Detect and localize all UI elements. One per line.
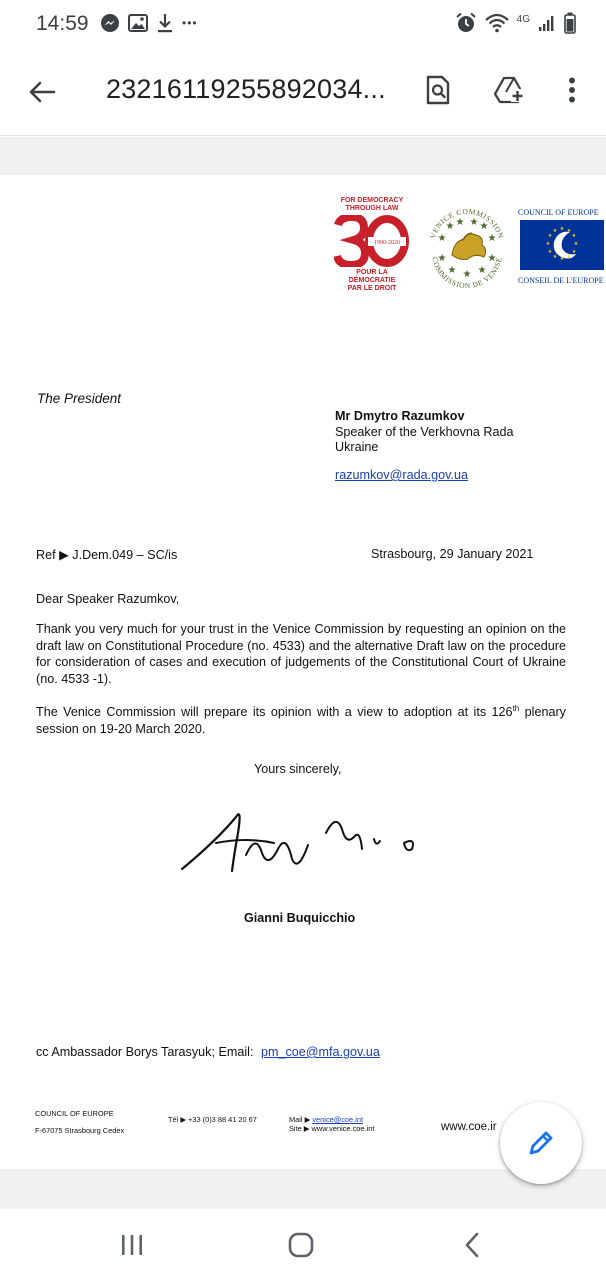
- more-options-button[interactable]: [552, 70, 592, 110]
- svg-text:★: ★: [566, 254, 572, 260]
- back-icon: [464, 1232, 480, 1258]
- footer-org: COUNCIL OF EUROPE: [35, 1109, 114, 1118]
- document-viewer[interactable]: [0, 137, 606, 1209]
- status-time: 14:59: [36, 12, 89, 35]
- back-arrow-icon: [28, 80, 56, 104]
- signal-icon: [538, 14, 556, 32]
- recipient-email-link[interactable]: razumkov@rada.gov.ua: [335, 468, 468, 482]
- file-name-title: 23216119255892034...: [106, 74, 386, 104]
- anniversary-bottom-line1: POUR LA DÉMOCRATIE: [348, 269, 396, 284]
- app-bar: [0, 48, 606, 136]
- salutation: Dear Speaker Razumkov,: [36, 592, 180, 606]
- recipient-country: Ukraine: [335, 440, 379, 454]
- svg-text:★: ★: [447, 265, 457, 276]
- signature-image: [176, 793, 436, 893]
- venice-commission-logo: [422, 197, 512, 297]
- body-paragraph-2: [36, 701, 566, 737]
- svg-text:★: ★: [469, 217, 479, 228]
- place-and-date: Strasbourg, 29 January 2021: [371, 547, 534, 561]
- add-to-drive-icon: [494, 76, 526, 104]
- svg-text:★: ★: [437, 253, 447, 264]
- home-icon: [288, 1232, 314, 1258]
- cc-text: cc Ambassador Borys Tarasyuk; Email:: [36, 1045, 254, 1059]
- system-navigation-bar: [0, 1209, 606, 1280]
- paragraph-2-text-end: plenary session on 19-20 March 2020.: [36, 705, 566, 736]
- svg-text:★: ★: [547, 249, 553, 255]
- svg-text:★: ★: [545, 241, 551, 247]
- cc-line: [36, 1045, 380, 1059]
- more-notifications-icon: •••: [182, 16, 198, 30]
- svg-text:★: ★: [566, 228, 572, 234]
- anniversary-30-icon: [334, 215, 410, 267]
- home-button[interactable]: [281, 1227, 321, 1263]
- footer-mail: [289, 1115, 363, 1124]
- footer-website: www.coe.ir: [441, 1121, 497, 1133]
- svg-text:★: ★: [487, 233, 497, 244]
- download-icon: [156, 13, 174, 33]
- find-in-document-button[interactable]: [418, 70, 458, 110]
- svg-text:★: ★: [547, 233, 553, 239]
- recent-apps-button[interactable]: [112, 1227, 152, 1263]
- footer-mail-link[interactable]: venice@coe.int: [312, 1115, 364, 1124]
- alarm-icon: [455, 12, 477, 34]
- svg-text:★: ★: [437, 233, 447, 244]
- anniversary-top-line1: FOR DEMOCRACY: [340, 197, 404, 204]
- gallery-icon: [128, 14, 148, 32]
- wifi-icon: [485, 13, 509, 33]
- svg-text:★: ★: [571, 233, 577, 239]
- recent-apps-icon: [120, 1234, 144, 1256]
- body-paragraph-1: Thank you very much for your trust in the Venice Commission by requesting an opinion on the draft law on Constitutional Procedure (no. 4533) and the alternative Draft law on the procedure for consideration of cases and execution of judgements of the Constitutional Court of Ukraine (no. 4533 -1).: [36, 622, 566, 686]
- sender-title: The President: [37, 391, 122, 406]
- reference-number: Ref ▶ J.Dem.049 – SC/is: [36, 548, 178, 562]
- coe-flag-icon: [518, 220, 606, 270]
- svg-text:★: ★: [552, 228, 558, 234]
- svg-text:★: ★: [477, 265, 487, 276]
- footer-mail-label: Mail ▶: [289, 1115, 311, 1124]
- pdf-page: [0, 175, 606, 1169]
- signatory-name: Gianni Buquicchio: [244, 911, 356, 925]
- svg-text:★: ★: [552, 254, 558, 260]
- svg-text:★: ★: [559, 256, 565, 262]
- venice-top-text: VENICE COMMISSION: [428, 206, 506, 240]
- recipient-name: Mr Dmytro Razumkov: [335, 409, 465, 423]
- back-nav-button[interactable]: [452, 1227, 492, 1263]
- paragraph-2-text-start: The Venice Commission will prepare its opinion with a view to adoption at its 126: [36, 705, 513, 720]
- coe-top-text: COUNCIL OF EUROPE: [518, 208, 599, 217]
- svg-text:★: ★: [487, 253, 497, 264]
- svg-text:★: ★: [445, 221, 455, 232]
- svg-text:★: ★: [571, 249, 577, 255]
- messenger-icon: [100, 13, 120, 33]
- svg-text:★: ★: [573, 241, 579, 247]
- system-icons: [455, 10, 576, 36]
- battery-icon: [564, 12, 576, 34]
- recipient-role: Speaker of the Verkhovna Rada: [335, 425, 514, 439]
- status-bar: [0, 0, 606, 48]
- edit-fab-button[interactable]: [500, 1102, 582, 1184]
- svg-text:★: ★: [559, 226, 565, 232]
- add-to-drive-button[interactable]: [490, 70, 530, 110]
- notification-icons: [100, 12, 198, 34]
- footer-address: F-67075 Strasbourg Cedex: [35, 1126, 125, 1135]
- footer-tel: Tél ▶ +33 (0)3 88 41 20 67: [168, 1115, 257, 1124]
- back-button[interactable]: [22, 72, 62, 112]
- footer-site: Site ▶ www.venice.coe.int: [289, 1124, 375, 1133]
- svg-text:★: ★: [479, 221, 489, 232]
- network-type-label: 4G: [516, 13, 530, 25]
- paragraph-2-superscript: th: [512, 704, 520, 713]
- anniversary-top-line2: THROUGH LAW: [345, 205, 399, 212]
- search-document-icon: [425, 75, 451, 105]
- anniversary-years-label: 1990-2020: [374, 240, 400, 246]
- svg-text:★: ★: [455, 217, 465, 228]
- svg-text:★: ★: [462, 269, 472, 280]
- closing: Yours sincerely,: [254, 762, 342, 776]
- venice-lion-icon: [422, 197, 512, 297]
- council-of-europe-logo: [518, 197, 606, 297]
- more-vert-icon: [568, 77, 576, 103]
- anniversary-bottom-line2: PAR LE DROIT: [347, 285, 397, 292]
- venice-bottom-text: COMMISSION DE VENISE: [430, 256, 504, 291]
- coe-bottom-text: CONSEIL DE L'EUROPE: [518, 276, 604, 285]
- anniversary-logo: [334, 197, 410, 297]
- cc-email-link[interactable]: pm_coe@mfa.gov.ua: [260, 1045, 380, 1059]
- edit-pencil-icon: [527, 1129, 555, 1157]
